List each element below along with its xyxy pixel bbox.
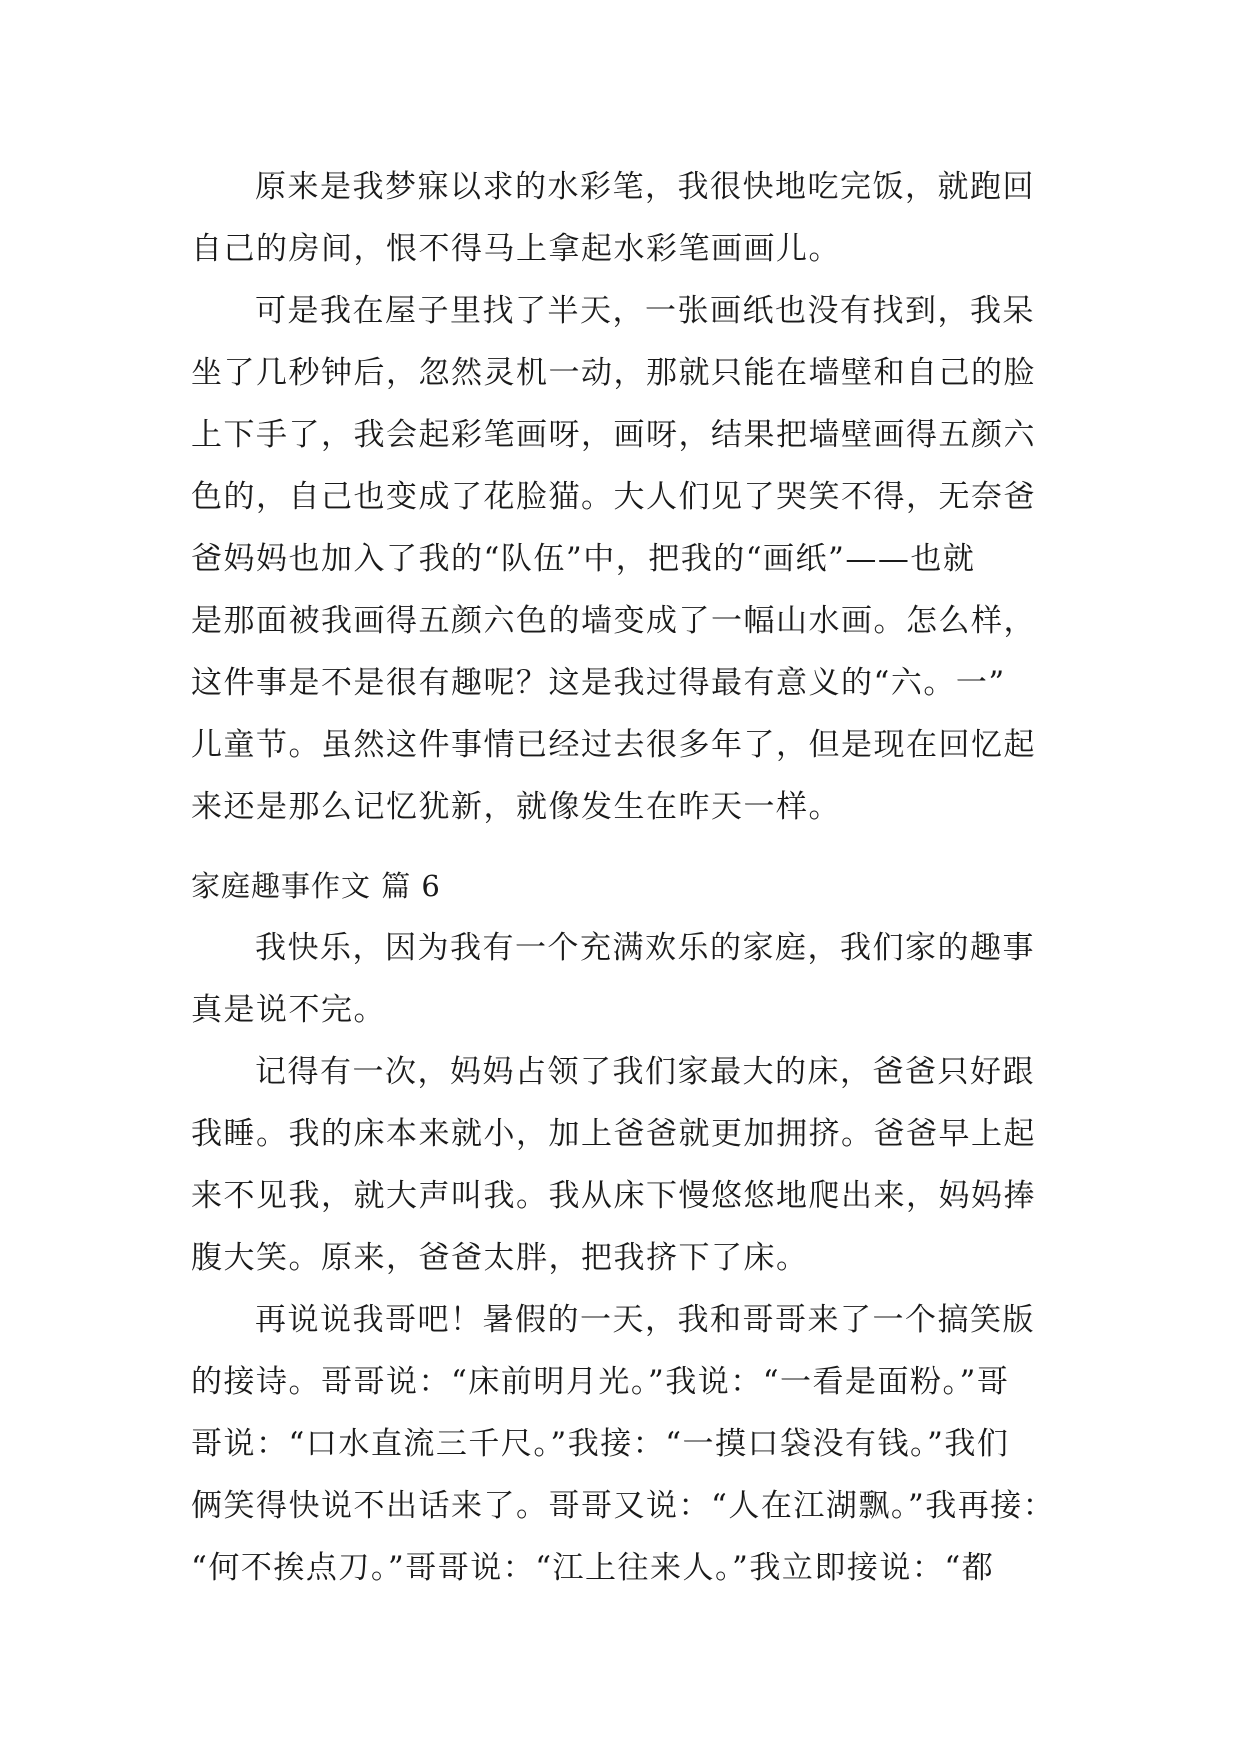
text-line: 来还是那么记忆犹新，就像发生在昨天一样。 <box>191 789 841 825</box>
text-line: 的接诗。哥哥说：“床前明月光。”我说：“一看是面粉。”哥 <box>191 1364 1010 1400</box>
paragraph <box>191 280 1051 838</box>
text-line: 真是说不完。 <box>191 992 386 1028</box>
text-line: 原来是我梦寐以求的水彩笔，我很快地吃完饭，就跑回 <box>255 169 1035 205</box>
paragraph <box>191 1041 1051 1289</box>
text-line: 坐了几秒钟后，忽然灵机一动，那就只能在墙壁和自己的脸 <box>191 355 1036 391</box>
paragraph <box>191 1289 1056 1599</box>
text-line: “何不挨点刀。”哥哥说：“江上往来人。”我立即接说：“都 <box>191 1550 995 1586</box>
text-line: 色的，自己也变成了花脸猫。大人们见了哭笑不得，无奈爸 <box>191 479 1036 515</box>
essay-section-2 <box>191 917 1056 1599</box>
paragraph <box>191 156 1051 280</box>
text-line: 可是我在屋子里找了半天，一张画纸也没有找到，我呆 <box>255 293 1035 329</box>
text-line: 自己的房间，恨不得马上拿起水彩笔画画儿。 <box>191 231 841 267</box>
essay-section-1 <box>191 156 1051 838</box>
text-line: 腹大笑。原来，爸爸太胖，把我挤下了床。 <box>191 1240 809 1276</box>
text-line: 我睡。我的床本来就小，加上爸爸就更加拥挤。爸爸早上起 <box>191 1116 1036 1152</box>
text-line: 哥说：“口水直流三千尺。”我接：“一摸口袋没有钱。”我们 <box>191 1426 1010 1462</box>
text-line: 上下手了，我会起彩笔画呀，画呀，结果把墙壁画得五颜六 <box>191 417 1036 453</box>
text-line: 再说说我哥吧！暑假的一天，我和哥哥来了一个搞笑版 <box>255 1302 1035 1338</box>
text-line: 俩笑得快说不出话来了。哥哥又说：“人在江湖飘。”我再接： <box>191 1488 1056 1524</box>
essay-heading: 家庭趣事作文 篇 6 <box>191 869 441 903</box>
text-line: 爸妈妈也加入了我的“队伍”中，把我的“画纸”——也就 <box>191 541 976 577</box>
paragraph <box>191 917 1051 1041</box>
text-line: 儿童节。虽然这件事情已经过去很多年了，但是现在回忆起 <box>191 727 1036 763</box>
text-line: 我快乐，因为我有一个充满欢乐的家庭，我们家的趣事 <box>255 930 1035 966</box>
text-line: 来不见我，就大声叫我。我从床下慢悠悠地爬出来，妈妈捧 <box>191 1178 1036 1214</box>
text-line: 这件事是不是很有趣呢？这是我过得最有意义的“六。一” <box>191 665 1006 701</box>
text-line: 记得有一次，妈妈占领了我们家最大的床，爸爸只好跟 <box>255 1054 1035 1090</box>
text-line: 是那面被我画得五颜六色的墙变成了一幅山水画。怎么样， <box>191 603 1036 639</box>
